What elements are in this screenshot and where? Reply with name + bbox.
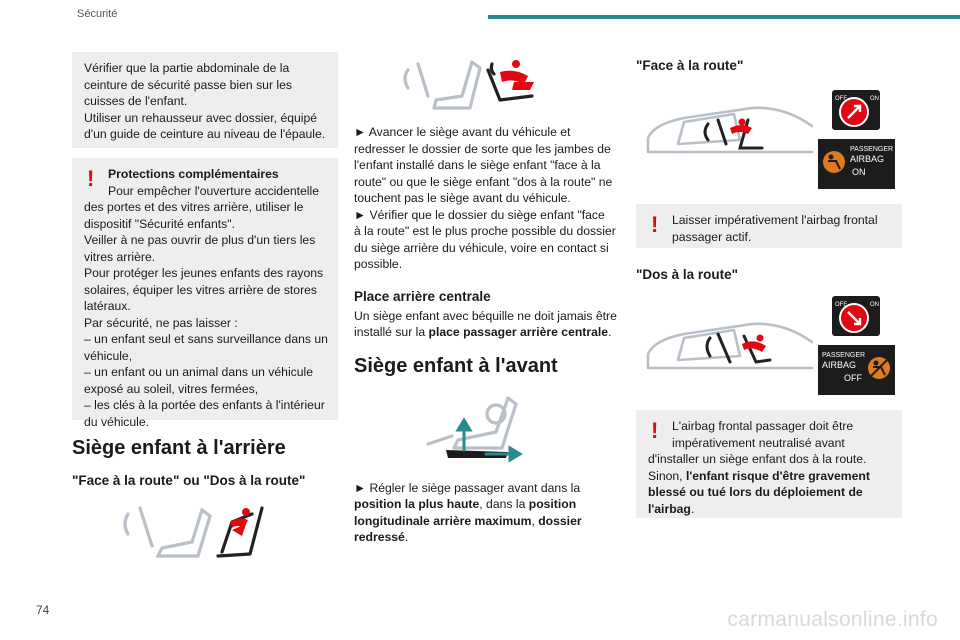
svg-text:ON: ON (870, 302, 879, 308)
warning-line: Pour protéger les jeunes enfants des rayons (84, 266, 324, 280)
heading-rear-child-seat: Siège enfant à l'arrière (72, 437, 286, 459)
info-line: cuisses de l'enfant. (84, 94, 188, 108)
para-line: possible. (354, 257, 403, 271)
info-line: ceinture de sécurité passe bien sur les (84, 77, 292, 92)
para-line: à la route" est le plus proche possible du dossier (354, 224, 616, 238)
warning-line: Veiller à ne pas ouvrir de plus d'un tiers les (84, 233, 316, 247)
para-line: ► Régler le siège passager avant dans la (354, 480, 581, 495)
section-label: Sécurité (77, 8, 118, 20)
warning-line: impérativement neutralisé avant (672, 435, 845, 450)
info-line: d'un guide de ceinture au niveau de l'épaule. (84, 127, 326, 141)
column-left (72, 52, 338, 488)
warning-exclamation-icon: ! (651, 212, 659, 237)
warning-line: blessé ou tué lors du déploiement de (648, 485, 863, 499)
airbag-off-indicator (818, 345, 895, 395)
airbag-on-indicator (818, 139, 895, 189)
para-line: touchent pas le siège avant du véhicule. (354, 191, 571, 205)
warning-line: Laisser impérativement l'airbag frontal (672, 213, 878, 227)
svg-text:OFF: OFF (835, 96, 847, 102)
airbag-state-label: ON (852, 167, 866, 177)
para-line: du siège arrière du véhicule, voire en contact si (354, 240, 609, 255)
warning-line: – un enfant ou un animal dans un véhicule (84, 365, 314, 379)
warning-exclamation-icon: ! (651, 418, 659, 443)
warning-line: exposé au soleil, vitres fermées, (84, 381, 259, 396)
info-box-belt (72, 52, 338, 148)
heading-rear-facing: "Dos à la route" (636, 267, 739, 282)
para-line: installé sur la place passager arrière centrale. (354, 325, 612, 339)
warning-line: – les clés à la portée des enfants à l'intérieur (84, 398, 325, 412)
airbag-label: PASSENGER (822, 352, 866, 359)
car-forward-facing-illustration (644, 100, 816, 162)
airbag-disabled-icon (867, 355, 891, 381)
para-line: redressé. (354, 530, 409, 544)
airbag-switch-on-icon (832, 90, 880, 130)
warning-line: dispositif "Sécurité enfants". (84, 216, 235, 231)
svg-text:ON: ON (870, 96, 879, 102)
warning-title: Protections complémentaires (108, 167, 279, 181)
warning-line: – un enfant seul et sans surveillance dans un (84, 332, 328, 346)
para-line: redresser le dossier de sorte que les jambes de (354, 141, 611, 156)
warning-line: des portes et des vitres arrière, utiliser le (84, 200, 304, 214)
front-seat-adjust-illustration (396, 56, 556, 116)
para-line: Un siège enfant avec béquille ne doit jamais être (354, 308, 617, 323)
car-rear-facing-illustration (644, 316, 816, 378)
front-seat-position-illustration (424, 392, 524, 468)
header-accent-bar (488, 15, 960, 19)
subheading-rear-center: Place arrière centrale (354, 288, 491, 304)
warning-line: vitres arrière. (84, 249, 156, 264)
rear-seat-illustration (118, 502, 278, 562)
heading-front-child-seat: Siège enfant à l'avant (354, 354, 558, 377)
airbag-label: AIRBAG (850, 154, 885, 164)
warning-line: passager actif. (672, 229, 752, 244)
para-line: route" ou que le siège enfant "dos à la route" ne (354, 174, 613, 189)
page-number: 74 (36, 603, 50, 617)
heading-forward-facing: "Face à la route" (636, 58, 744, 73)
warning-line: L'airbag frontal passager doit être (672, 419, 854, 433)
warning-line: solaires, équiper les vitres arrière de stores (84, 282, 318, 297)
column-middle (354, 124, 618, 546)
airbag-indicator-icon (822, 149, 846, 175)
para-line: longitudinale arrière maximum, dossier (354, 513, 582, 528)
airbag-switch-off-icon (832, 296, 880, 336)
info-line: Vérifier que la partie abdominale de la (84, 61, 290, 75)
info-line: Utiliser un rehausseur avec dossier, équipé (84, 110, 318, 125)
warning-line: Pour empêcher l'ouverture accidentelle (108, 183, 319, 198)
airbag-label: AIRBAG (822, 360, 857, 370)
para-line: ► Avancer le siège avant du véhicule et (354, 125, 571, 139)
column-right (636, 58, 902, 73)
svg-text:OFF: OFF (835, 302, 847, 308)
para-line: ► Vérifier que le dossier du siège enfant "face (354, 207, 605, 222)
watermark: carmanualsonline.info (727, 608, 938, 631)
warning-line: du véhicule. (84, 414, 150, 429)
warning-line: d'installer un siège enfant dos à la route. (648, 452, 867, 466)
para-line: l'enfant installé dans le siège enfant "face à la (354, 158, 601, 172)
warning-exclamation-icon: ! (87, 166, 95, 191)
airbag-label: PASSENGER (850, 146, 894, 153)
warning-box-protections (72, 158, 338, 429)
airbag-state-label: OFF (844, 373, 862, 383)
warning-line: Sinon, l'enfant risque d'être gravement (648, 468, 870, 483)
warning-box-airbag-off (636, 410, 902, 518)
warning-line: véhicule, (84, 348, 133, 363)
warning-line: l'airbag. (648, 501, 695, 516)
warning-box-airbag-active (636, 204, 902, 248)
warning-line: latéraux. (84, 299, 131, 313)
subheading-orientation: "Face à la route" ou "Dos à la route" (72, 473, 306, 488)
warning-line: Par sécurité, ne pas laisser : (84, 315, 238, 330)
para-line: position la plus haute, dans la position (354, 497, 577, 511)
